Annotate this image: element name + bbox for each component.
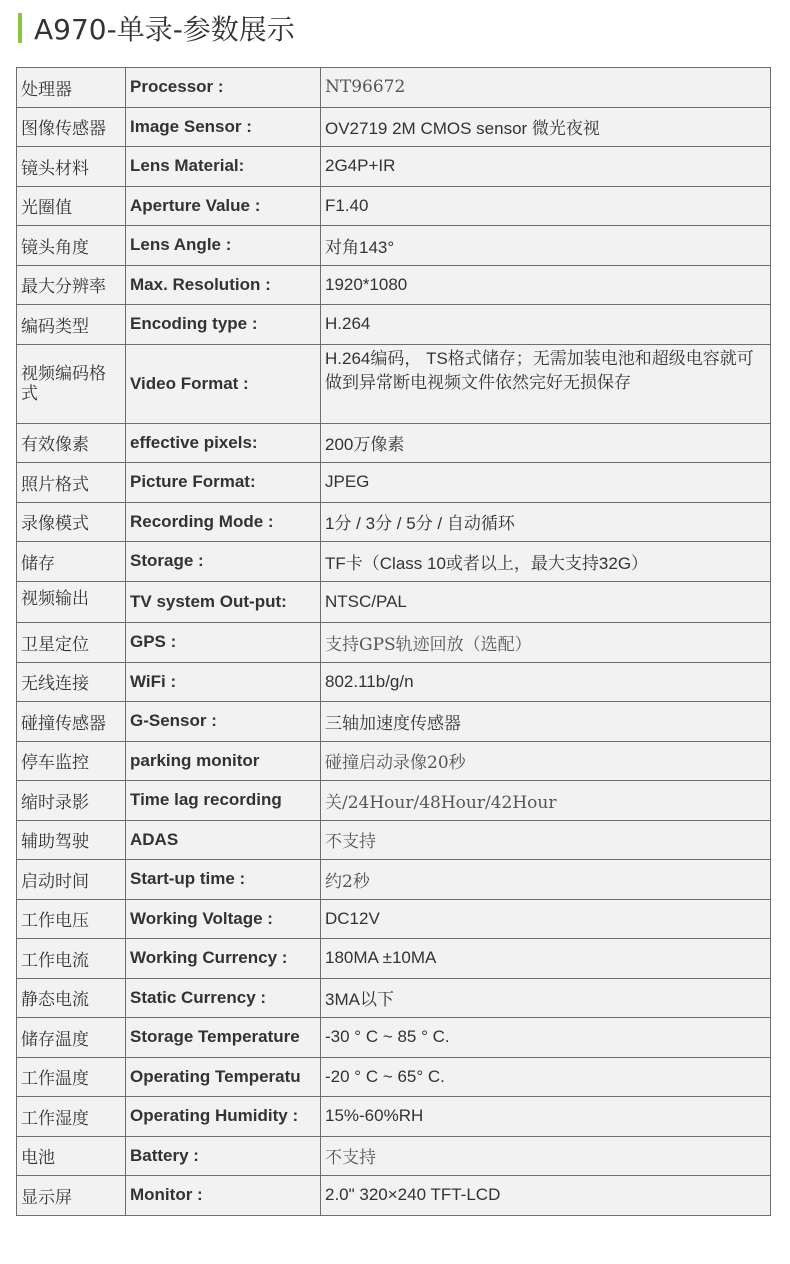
row-value: 3MA以下 [321, 978, 771, 1018]
row-value: 对角143° [321, 226, 771, 266]
spec-table [16, 67, 771, 1216]
row-label-en: WiFi : [126, 662, 321, 702]
row-label-en: Operating Temperatu [126, 1057, 321, 1097]
row-label-cn: 碰撞传感器 [17, 702, 126, 742]
row-label-cn: 储存温度 [17, 1018, 126, 1058]
table-row [17, 978, 771, 1018]
row-label-cn: 录像模式 [17, 502, 126, 542]
row-value: H.264编码， TS格式储存；无需加装电池和超级电容就可做到异常断电视频文件依然完好无损保存 [321, 344, 771, 423]
table-row [17, 344, 771, 423]
table-row [17, 1097, 771, 1137]
row-value: 不支持 [321, 820, 771, 860]
row-label-en: Image Sensor : [126, 107, 321, 147]
row-value: 碰撞启动录像20秒 [321, 741, 771, 781]
row-value: 三轴加速度传感器 [321, 702, 771, 742]
row-label-en: ADAS [126, 820, 321, 860]
row-label-cn: 镜头材料 [17, 147, 126, 187]
table-row [17, 662, 771, 702]
row-label-cn: 视频编码格式 [17, 344, 126, 423]
row-label-en: Recording Mode : [126, 502, 321, 542]
row-value: OV2719 2M CMOS sensor 微光夜视 [321, 107, 771, 147]
row-label-en: Time lag recording [126, 781, 321, 821]
table-row [17, 1018, 771, 1058]
row-value: 2G4P+IR [321, 147, 771, 187]
row-value: NT96672 [321, 68, 771, 108]
table-row [17, 623, 771, 663]
page-title: A970-单录-参数展示 [34, 13, 295, 46]
table-row [17, 68, 771, 108]
row-label-cn: 工作电流 [17, 939, 126, 979]
row-value: TF卡（Class 10或者以上，最大支持32G） [321, 542, 771, 582]
row-value: 200万像素 [321, 423, 771, 463]
row-label-en: Storage : [126, 542, 321, 582]
row-label-en: Battery : [126, 1136, 321, 1176]
row-label-en: Picture Format: [126, 463, 321, 503]
row-label-en: Operating Humidity : [126, 1097, 321, 1137]
row-label-en: Start-up time : [126, 860, 321, 900]
row-value: 15%-60%RH [321, 1097, 771, 1137]
row-value: -20 ° C ~ 65° C. [321, 1057, 771, 1097]
row-label-cn: 停车监控 [17, 741, 126, 781]
table-row [17, 265, 771, 305]
row-label-en: Monitor : [126, 1176, 321, 1216]
table-row [17, 781, 771, 821]
row-label-cn: 缩时录影 [17, 781, 126, 821]
table-row [17, 107, 771, 147]
row-label-cn: 工作电压 [17, 899, 126, 939]
row-label-cn: 光圈值 [17, 186, 126, 226]
table-row [17, 860, 771, 900]
row-label-cn: 处理器 [17, 68, 126, 108]
row-label-en: Lens Angle : [126, 226, 321, 266]
title-accent-bar [18, 13, 22, 43]
table-row [17, 820, 771, 860]
table-row [17, 1176, 771, 1216]
row-label-cn: 照片格式 [17, 463, 126, 503]
table-row [17, 741, 771, 781]
row-value: 约2秒 [321, 860, 771, 900]
row-label-en: Encoding type : [126, 305, 321, 345]
row-label-en: Max. Resolution : [126, 265, 321, 305]
row-label-cn: 辅助驾驶 [17, 820, 126, 860]
row-label-cn: 电池 [17, 1136, 126, 1176]
row-value: 1分 / 3分 / 5分 / 自动循环 [321, 502, 771, 542]
table-row [17, 147, 771, 187]
row-value: 关/24Hour/48Hour/42Hour [321, 781, 771, 821]
row-label-en: Lens Material: [126, 147, 321, 187]
row-value: H.264 [321, 305, 771, 345]
row-label-cn: 有效像素 [17, 423, 126, 463]
row-value: 802.11b/g/n [321, 662, 771, 702]
row-label-cn: 卫星定位 [17, 623, 126, 663]
row-value: 支持GPS轨迹回放（选配） [321, 623, 771, 663]
row-value: 2.0" 320×240 TFT-LCD [321, 1176, 771, 1216]
table-row [17, 186, 771, 226]
row-label-en: G-Sensor : [126, 702, 321, 742]
row-label-cn: 启动时间 [17, 860, 126, 900]
row-label-en: GPS : [126, 623, 321, 663]
table-row [17, 899, 771, 939]
row-value: 不支持 [321, 1136, 771, 1176]
row-label-en: Working Currency : [126, 939, 321, 979]
row-label-cn: 静态电流 [17, 978, 126, 1018]
row-label-en: parking monitor [126, 741, 321, 781]
page-header [18, 10, 295, 46]
table-row [17, 702, 771, 742]
table-row [17, 305, 771, 345]
row-value: -30 ° C ~ 85 ° C. [321, 1018, 771, 1058]
row-label-cn: 编码类型 [17, 305, 126, 345]
row-value: NTSC/PAL [321, 581, 771, 623]
table-row [17, 542, 771, 582]
row-value: 1920*1080 [321, 265, 771, 305]
table-row [17, 581, 771, 623]
table-row [17, 423, 771, 463]
row-label-en: TV system Out-put: [126, 581, 321, 623]
row-label-cn: 工作湿度 [17, 1097, 126, 1137]
row-label-cn: 镜头角度 [17, 226, 126, 266]
row-label-cn: 无线连接 [17, 662, 126, 702]
row-label-cn: 最大分辨率 [17, 265, 126, 305]
row-label-en: Storage Temperature [126, 1018, 321, 1058]
row-value: 180MA ±10MA [321, 939, 771, 979]
row-value: F1.40 [321, 186, 771, 226]
row-label-cn: 工作温度 [17, 1057, 126, 1097]
row-label-cn: 储存 [17, 542, 126, 582]
row-label-cn: 视频输出 [17, 581, 126, 623]
table-row [17, 939, 771, 979]
row-label-cn: 显示屏 [17, 1176, 126, 1216]
row-value: JPEG [321, 463, 771, 503]
table-row [17, 1136, 771, 1176]
row-label-en: Static Currency : [126, 978, 321, 1018]
row-label-en: Processor : [126, 68, 321, 108]
table-row [17, 463, 771, 503]
row-label-en: Working Voltage : [126, 899, 321, 939]
row-value: DC12V [321, 899, 771, 939]
row-label-en: Video Format : [126, 344, 321, 423]
row-label-en: effective pixels: [126, 423, 321, 463]
row-label-cn: 图像传感器 [17, 107, 126, 147]
row-label-en: Aperture Value : [126, 186, 321, 226]
table-row [17, 1057, 771, 1097]
table-row [17, 226, 771, 266]
table-row [17, 502, 771, 542]
